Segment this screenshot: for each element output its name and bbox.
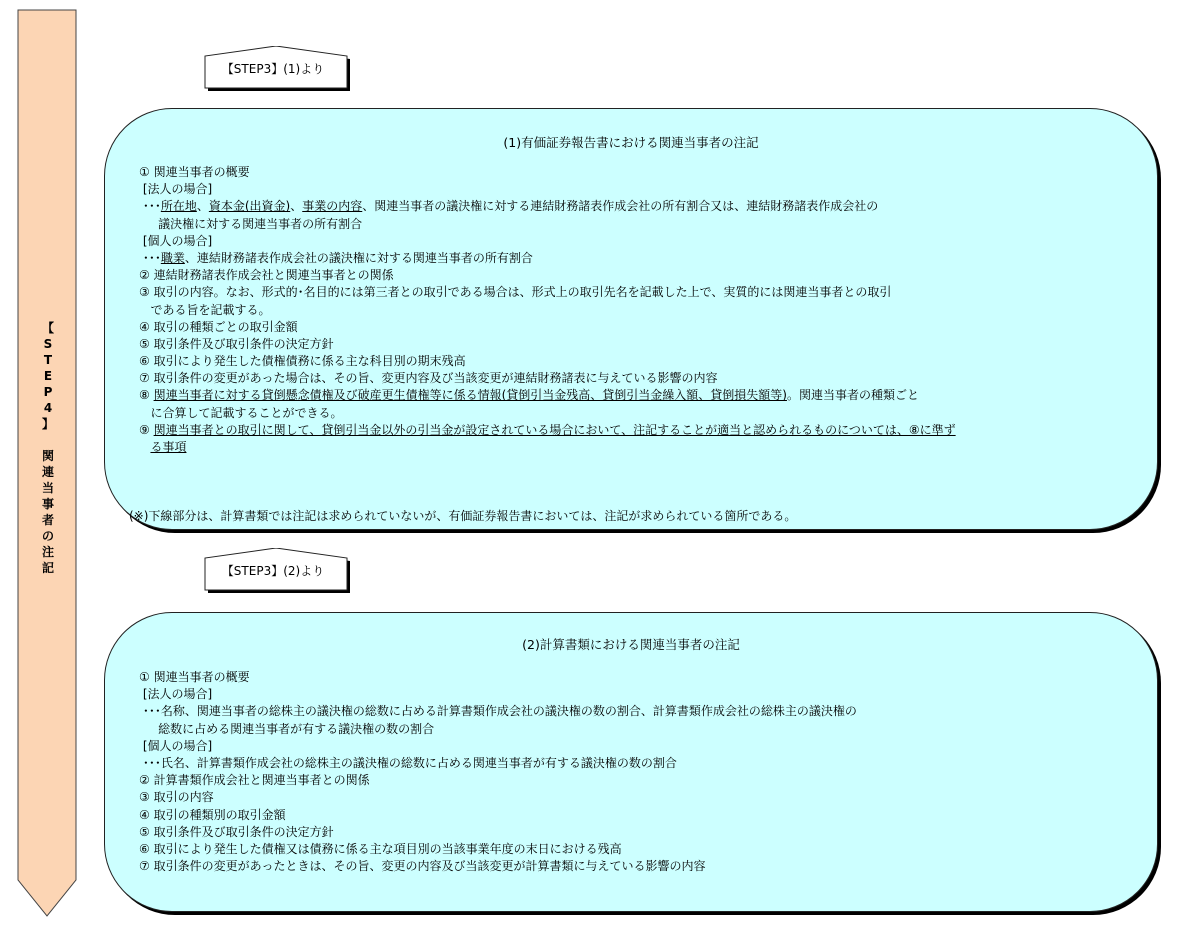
text-segment: ② 計算書類作成会社と関連当事者との関係 — [139, 773, 370, 788]
text-segment: ③ 取引の内容 — [139, 790, 214, 805]
list-item — [139, 302, 956, 319]
text-segment: ･･･氏名、計算書類作成会社の総株主の議決権の総数に占める関連当事者が有する議決権の数の割合 — [139, 755, 677, 770]
list-item — [139, 755, 857, 772]
text-segment: ① 関連当事者の概要 — [139, 670, 250, 684]
step3-1-tag — [204, 46, 350, 88]
list-item — [139, 422, 956, 439]
text-segment — [139, 440, 150, 454]
step-label-char: 注 — [41, 545, 54, 559]
text-segment: 。関連当事者の種類ごと — [786, 388, 919, 403]
list-item — [139, 858, 857, 875]
step-label-char: 連 — [41, 465, 54, 479]
step-label-char: S — [43, 337, 53, 351]
list-item — [139, 216, 956, 233]
text-segment: 、連結財務諸表作成会社の議決権に対する関連当事者の所有割合 — [184, 250, 533, 265]
text-segment: 、 — [290, 199, 303, 214]
list-item — [139, 669, 857, 686]
text-segment: [法人の場合] — [139, 687, 213, 702]
text-segment: ⑥ 取引により発生した債権又は債務に係る主な項目別の当該事業年度の末日における残高 — [139, 841, 622, 856]
step3-1-tag-text: 【STEP3】(1)より — [221, 62, 325, 76]
list-item — [139, 703, 857, 720]
step-label-char: 】 — [41, 417, 54, 431]
underlined-text: 関連当事者との取引に関して、貸倒引当金以外の引当金が設定されている場合において、注記することが適当と認められるものについては、⑧に準ず — [153, 422, 956, 437]
step-label-char: の — [41, 529, 54, 543]
step-label-char: T — [43, 353, 53, 367]
text-segment: ⑨ — [139, 422, 154, 437]
list-item — [139, 686, 857, 703]
text-segment: [個人の場合] — [139, 233, 213, 248]
text-segment: 総数に占める関連当事者が有する議決権の数の割合 — [139, 721, 435, 736]
step-label — [28, 320, 68, 576]
text-segment: ⑤ 取引条件及び取引条件の決定方針 — [139, 336, 334, 351]
text-segment: 、関連当事者の議決権に対する連結財務諸表作成会社の所有割合又は、連結財務諸表作成会社の — [362, 199, 879, 214]
list-item — [139, 789, 857, 806]
step-label-char: 4 — [43, 401, 53, 415]
box1-title: (1)有価証券報告書における関連当事者の注記 — [503, 135, 759, 150]
list-item — [139, 233, 956, 250]
list-item — [139, 439, 956, 456]
underlined-text: 事業の内容 — [302, 199, 363, 214]
text-segment: [個人の場合] — [139, 738, 213, 753]
underlined-text: 関連当事者に対する貸倒懸念債権及び破産更生債権等に係る情報(貸倒引当金残高、貸倒引当金繰入額、貸倒損失額等) — [153, 388, 787, 403]
underlined-text: 職業 — [160, 250, 185, 265]
text-segment: ⑦ 取引条件の変更があったときは、その旨、変更の内容及び当該変更が計算書類に与えている影響の内容 — [139, 859, 706, 874]
list-item — [139, 387, 956, 404]
text-segment: ① 関連当事者の概要 — [139, 165, 250, 179]
list-item — [139, 336, 956, 353]
list-item — [139, 738, 857, 755]
box1-note: (※)下線部分は、計算書類では注記は求められていないが、有価証券報告書においては、注記が求められている箇所である。 — [129, 509, 797, 523]
underlined-text: 資本金(出資金) — [208, 199, 291, 214]
list-item — [139, 319, 956, 336]
text-segment: ･･･名称、関連当事者の総株主の議決権の総数に占める計算書類作成会社の議決権の数の割合、計算書類作成会社の総株主の議決権の — [139, 704, 857, 719]
step-label-char: 当 — [41, 481, 54, 495]
box-securities-report — [104, 108, 1158, 530]
text-segment: ⑦ 取引条件の変更があった場合は、その旨、変更内容及び当該変更が連結財務諸表に与えている影響の内容 — [139, 371, 718, 386]
underlined-text: る事項 — [150, 440, 187, 454]
text-segment: ⑥ 取引により発生した債権債務に係る主な科目別の期末残高 — [139, 354, 466, 369]
text-segment: に合算して記載することができる。 — [139, 405, 343, 420]
list-item — [139, 405, 956, 422]
list-item — [139, 267, 956, 284]
list-item — [139, 284, 956, 301]
list-item — [139, 353, 956, 370]
step-label-char: 事 — [41, 497, 54, 511]
list-item — [139, 841, 857, 858]
list-item — [139, 181, 956, 198]
step-label-char: 記 — [41, 561, 54, 575]
list-item — [139, 824, 857, 841]
text-segment: ④ 取引の種類ごとの取引金額 — [139, 319, 298, 334]
text-segment: ･･･ — [139, 250, 161, 265]
step-label-char: 者 — [41, 513, 54, 527]
box-financial-statements — [104, 612, 1158, 912]
text-segment: ② 連結財務諸表作成会社と関連当事者との関係 — [139, 268, 394, 283]
text-segment: 議決権に対する関連当事者の所有割合 — [139, 216, 363, 231]
box1-content — [139, 164, 956, 456]
step-label-char: 【 — [41, 321, 54, 335]
text-segment: [法人の場合] — [139, 182, 213, 197]
text-segment: ⑧ — [139, 388, 154, 403]
text-segment: ④ 取引の種類別の取引金額 — [139, 807, 286, 822]
underlined-text: 所在地 — [160, 199, 197, 214]
text-segment: ⑤ 取引条件及び取引条件の決定方針 — [139, 824, 334, 839]
list-item — [139, 250, 956, 267]
box2-title: (2)計算書類における関連当事者の注記 — [522, 637, 740, 652]
list-item — [139, 198, 956, 215]
list-item — [139, 807, 857, 824]
text-segment: ･･･ — [139, 199, 161, 214]
box2-content — [139, 669, 857, 875]
step-label-char: 関 — [41, 449, 54, 463]
text-segment: ③ 取引の内容。なお、形式的･名目的には第三者との取引である場合は、形式上の取引先名を記載した上で、実質的には関連当事者との取引 — [139, 285, 892, 300]
step-label-char: E — [43, 369, 53, 383]
text-segment: である旨を記載する。 — [139, 302, 271, 317]
list-item — [139, 370, 956, 387]
step-label-char — [28, 432, 68, 448]
step3-2-tag — [204, 548, 350, 590]
list-item — [139, 164, 956, 181]
step3-2-tag-text: 【STEP3】(2)より — [221, 564, 325, 578]
list-item — [139, 772, 857, 789]
text-segment: 、 — [196, 199, 209, 214]
list-item — [139, 721, 857, 738]
step-label-char: P — [43, 385, 53, 399]
